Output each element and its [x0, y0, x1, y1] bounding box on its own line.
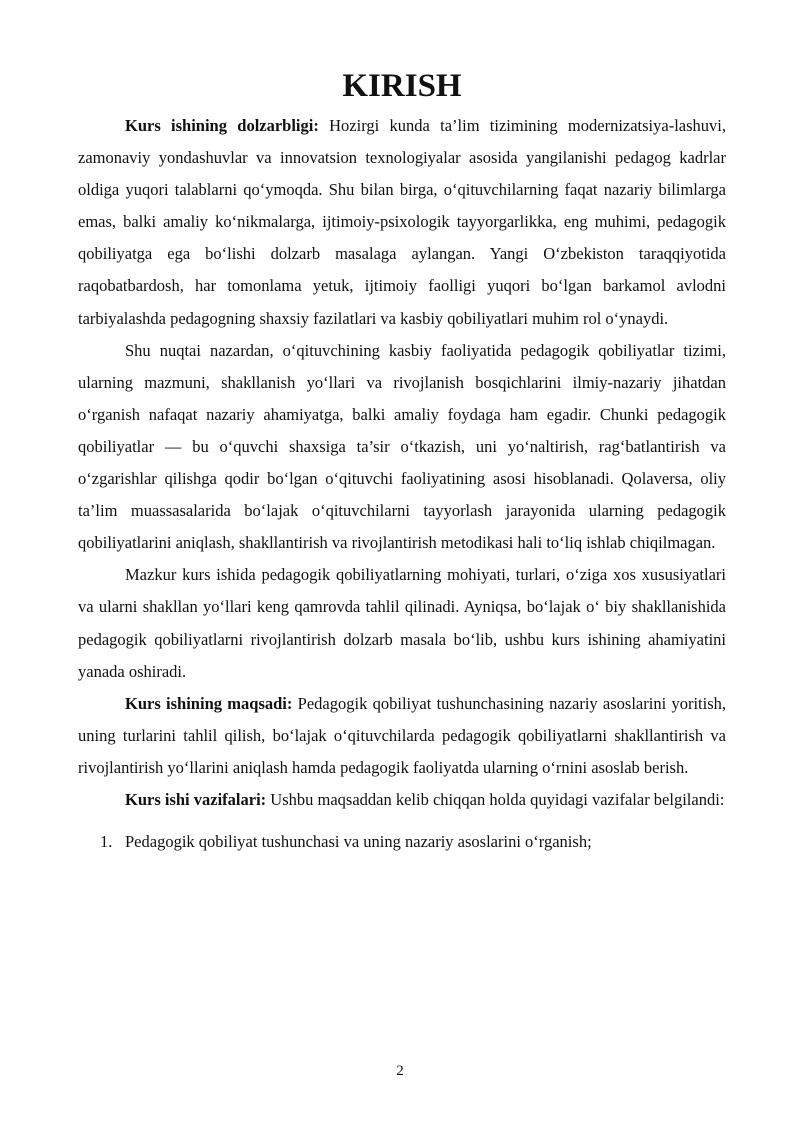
page-title: KIRISH: [342, 68, 462, 104]
paragraph-tasks: [78, 784, 726, 816]
page-content: [78, 68, 727, 858]
paragraph-viewpoint: Shu nuqtai nazardan, o‘qituvchining kasbiy faoliyatida pedagogik qobiliyatlar tizimi, ularning mazmuni, shakllanish yo‘llari va rivojlanish bosqichlarini ilmiy-nazariy jihatdan o‘rganish nafaqat nazariy ahamiyatga, balki amaliy foydaga ham egadir. Chunki pedagogik qobiliyatlar — bu o‘quvchi shaxsiga ta’sir o‘tkazish, uni yo‘naltirish, rag‘batlantirish va o‘zgarishlar qilishga qodir bo‘lgan o‘qituvchi faoliyatining asosi hisoblanadi. Qolaversa, oliy ta’lim muassasalarida bo‘lajak o‘qituvchilarni tayyorlash jarayonida ularning pedagogik qobiliyatlarini aniqlash, shakllantirish va rivojlantirish metodikasi hali to‘liq ishlab chiqilmagan.: [78, 340, 726, 553]
task-list: [78, 826, 726, 858]
paragraph-scope: Mazkur kurs ishida pedagogik qobiliyatlarning mohiyati, turlari, o‘ziga xos xususiyatlari va ularni shakllan yo‘llari keng qamrovda tahlil qilinadi. Ayniqsa, bo‘lajak o‘ biy shakllanishida pedagogik qobiliyatlarni rivojlantirish dolzarb masala bo‘lib, ushbu kurs ishining ahamiyatini yanada oshiradi.: [78, 565, 726, 681]
goal-text: Pedagogik qobiliyat tushunchasining nazariy asoslarini yoritish, uning turlarini tahlil qilish, bo‘lajak o‘qituvchilarda pedagogik qobiliyatlarni shakllantirish va rivojlantirish yo‘llarini aniqlash hamda pedagogik faoliyatda ularning o‘rnini asoslab berish.: [78, 693, 727, 777]
paragraph-relevance: [78, 110, 726, 335]
relevance-heading: Kurs ishining dolzarbligi:: [125, 116, 319, 135]
list-item-number: 1.: [100, 832, 113, 852]
tasks-text: Ushbu maqsaddan kelib chiqqan holda quyidagi vazifalar belgilandi:: [266, 789, 725, 809]
paragraph-goal: [78, 688, 726, 784]
relevance-text: Hozirgi kunda ta’lim tizimining modernizatsiya-lashuvi, zamonaviy yondashuvlar va innovatsion texnologiyalar asosida yangilanishi pedagog kadrlar oldiga yuqori talablarni qo‘ymoqda. Shu bilan birga, o‘qituvchilarning faqat nazariy bilimlarga emas, balki amaliy ko‘nikmalarga, ijtimoiy-psixologik tayyorgarlikka, eng muhimi, pedagogik qobiliyatga ega bo‘lishi dolzarb masalaga aylangan. Yangi O‘zbekiston taraqqiyotida raqobatbardosh, har tomonlama yetuk, ijtimoiy faolligi yuqori bo‘lgan barkamol avlodni tarbiyalashda pedagogning shaxsiy fazilatlari va kasbiy qobiliyatlari muhim rol o‘ynaydi.: [78, 116, 726, 328]
list-item-text: Pedagogik qobiliyat tushunchasi va uning nazariy asoslarini o‘rganish;: [125, 832, 592, 852]
goal-heading: Kurs ishining maqsadi:: [125, 693, 293, 713]
list-item: [100, 826, 726, 858]
tasks-heading: Kurs ishi vazifalari:: [125, 789, 267, 809]
page-number: 2: [396, 1063, 404, 1079]
